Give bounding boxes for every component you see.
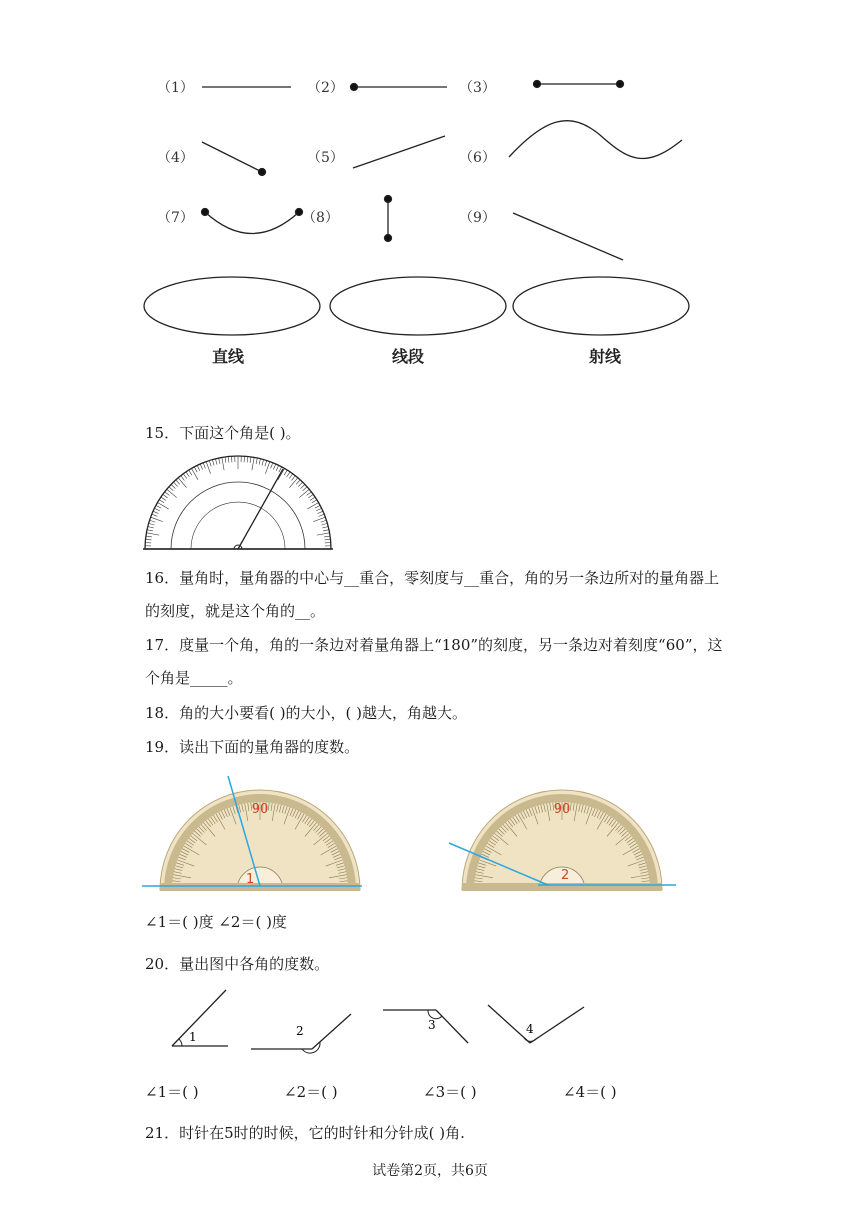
figure-label-3: （3） [459, 80, 496, 96]
category-line: 直线 [212, 347, 245, 366]
figure-label-2: （2） [307, 80, 344, 96]
question-16-line-2: 的刻度，就是这个角的__。 [145, 602, 326, 620]
question-15: 15．下面这个角是( )。 [145, 424, 301, 442]
category-ray: 射线 [589, 347, 622, 366]
q19-angle-mark-2: 2 [561, 868, 570, 883]
figure-label-8: （8） [302, 210, 339, 226]
figure-label-6: （6） [459, 150, 496, 166]
question-17-line-1: 17．度量一个角，角的一条边对着量角器上“180”的刻度，另一条边对着刻度“60”，这 [145, 636, 723, 654]
q19-angle-mark-1: 1 [246, 872, 255, 887]
q20-angle-label-3: 3 [428, 1018, 436, 1032]
q20-angle-label-4: 4 [526, 1022, 534, 1036]
figure-5-line [353, 136, 445, 168]
sorting-ellipse-ray[interactable] [513, 277, 689, 335]
q15-protractor [143, 452, 333, 552]
q20-answer-4: ∠4＝( ) [563, 1083, 617, 1101]
question-16-line-1: 16．量角时，量角器的中心与__重合，零刻度与__重合，角的另一条边所对的量角器上 [145, 569, 720, 587]
figure-2-endpoint [351, 84, 358, 91]
question-20: 20．量出图中各角的度数。 [145, 955, 330, 973]
question-18: 18．角的大小要看( )的大小，( )越大，角越大。 [145, 704, 468, 722]
question-17-line-2: 个角是_____。 [145, 669, 243, 687]
question-19: 19．读出下面的量角器的度数。 [145, 738, 360, 756]
figure-7-arc [205, 212, 299, 234]
q19-protractor-2 [452, 773, 672, 893]
q20-angles [0, 985, 860, 1065]
page-footer: 试卷第2页，共6页 [372, 1163, 488, 1179]
category-segment: 线段 [392, 347, 425, 366]
figure-6-curve [509, 121, 682, 159]
figure-label-1: （1） [157, 80, 194, 96]
figure-label-9: （9） [459, 210, 496, 226]
sorting-ellipse-line[interactable] [144, 277, 320, 335]
figure-label-4: （4） [157, 150, 194, 166]
figure-label-5: （5） [307, 150, 344, 166]
q20-answer-2: ∠2＝( ) [284, 1083, 338, 1101]
q20-answer-3: ∠3＝( ) [423, 1083, 477, 1101]
q20-angle-label-1: 1 [189, 1030, 197, 1044]
figure-9-line [513, 213, 623, 260]
q19-protractor-1 [150, 773, 370, 893]
figure-label-7: （7） [157, 210, 194, 226]
figures-drawing [0, 0, 860, 400]
q19-answers: ∠1＝( )度 ∠2＝( )度 [145, 913, 287, 931]
svg-text:90: 90 [553, 802, 571, 817]
figure-4-ray [202, 142, 262, 172]
q20-angle-label-2: 2 [296, 1024, 304, 1038]
q20-answer-1: ∠1＝( ) [145, 1083, 199, 1101]
sorting-ellipse-segment[interactable] [330, 277, 506, 335]
svg-text:90: 90 [251, 802, 269, 817]
question-21: 21．时针在5时的时候，它的时针和分针成( )角. [145, 1124, 465, 1142]
